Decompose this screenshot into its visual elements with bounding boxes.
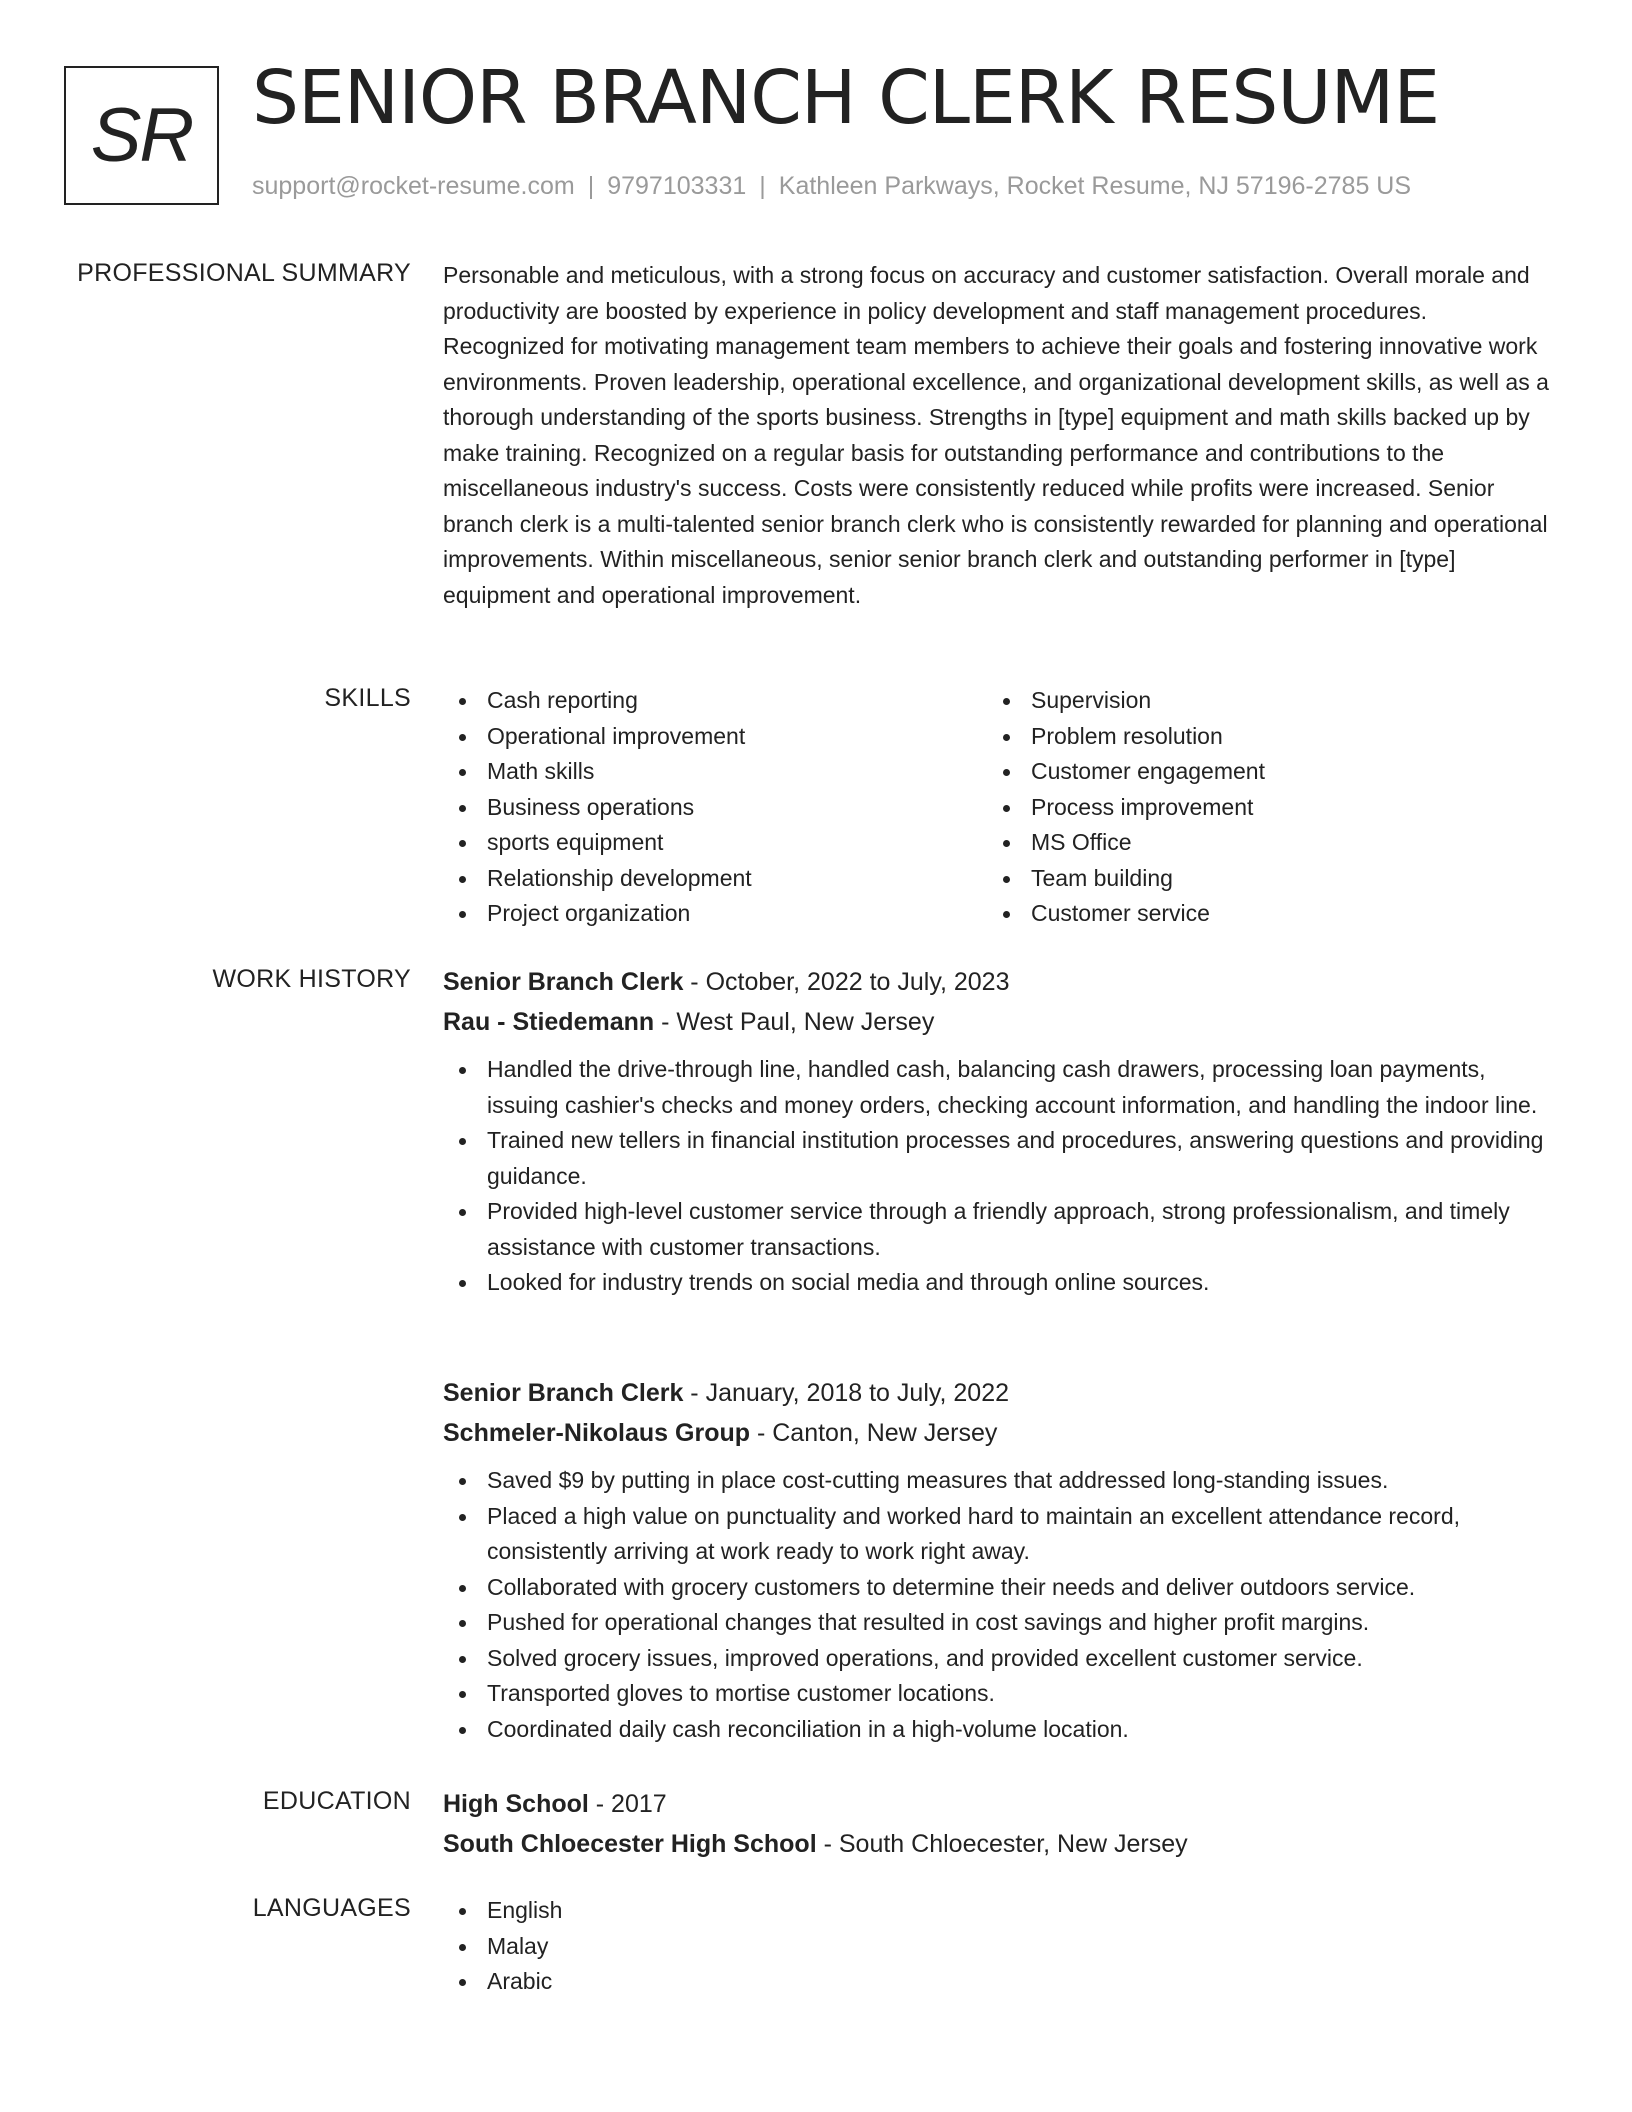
skill-item: Customer engagement [987,754,1531,790]
language-item: Malay [443,1929,1553,1965]
section-label-languages: LANGUAGES [252,1894,411,1922]
skill-item: Team building [987,861,1531,897]
job-title: Senior Branch Clerk [443,1379,684,1407]
job-duty: Collaborated with grocery customers to determine their needs and deliver outdoors service. [443,1570,1553,1606]
job-duty: Saved $9 by putting in place cost-cutting measures that addressed long-standing issues. [443,1463,1553,1499]
job-duty: Handled the drive-through line, handled cash, balancing cash drawers, processing loan payments, issuing cashier's checks and money orders, checking account information, and handling the indoor line. [443,1052,1553,1123]
education-year: - 2017 [588,1790,667,1818]
job-title: Senior Branch Clerk [443,968,684,996]
monogram-initials: SR [90,92,193,178]
job-duty: Transported gloves to mortise customer locations. [443,1676,1553,1712]
skill-item: Cash reporting [443,683,987,719]
section-label-skills: SKILLS [324,684,411,712]
skill-item: Operational improvement [443,719,987,755]
section-label-education: EDUCATION [262,1787,411,1815]
job-location: - West Paul, New Jersey [654,1008,935,1036]
job-duty: Placed a high value on punctuality and worked hard to maintain an excellent attendance record, consistently arriving at work ready to work right away. [443,1499,1553,1570]
job-company-line [443,1413,1553,1453]
job-dates: - October, 2022 to July, 2023 [683,968,1010,996]
contact-phone[interactable]: 9797103331 [607,172,747,200]
job-entry [443,962,1553,1301]
job-company: Schmeler-Nikolaus Group [443,1419,751,1447]
job-duty: Trained new tellers in financial institution processes and procedures, answering questions and providing guidance. [443,1123,1553,1194]
skill-item: Project organization [443,896,987,932]
languages-list [443,1893,1553,2000]
contact-line [252,172,1411,201]
section-label-work-history: WORK HISTORY [212,965,411,993]
summary-text: Personable and meticulous, with a strong focus on accuracy and customer satisfaction. Overall morale and productivity are boosted by experience in policy development and staff management procedures. Recognized for motivating management team members to achieve their goals and fostering innovative work environments. Proven leadership, operational excellence, and organizational development skills, as well as a thorough understanding of the sports business. Strengths in [type] equipment and math skills backed up by make training. Recognized on a regular basis for outstanding performance and contributions to the miscellaneous industry's success. Costs were consistently reduced while profits were increased. Senior branch clerk is a multi-talented senior branch clerk who is consistently rewarded for planning and operational improvements. Within miscellaneous, senior senior branch clerk and outstanding performer in [type] equipment and operational improvement. [443,262,1549,608]
skill-item: MS Office [987,825,1531,861]
skill-item: Process improvement [987,790,1531,826]
skill-item: Business operations [443,790,987,826]
language-item: English [443,1893,1553,1929]
job-company-line [443,1002,1553,1042]
job-dates: - January, 2018 to July, 2022 [683,1379,1010,1407]
job-duty: Coordinated daily cash reconciliation in a high-volume location. [443,1712,1553,1748]
job-location: - Canton, New Jersey [750,1419,998,1447]
education-school: South Chloecester High School [443,1830,817,1858]
contact-separator: | [587,172,595,200]
monogram-badge [64,66,219,205]
contact-email[interactable]: support@rocket-resume.com [252,172,575,200]
skill-item: Problem resolution [987,719,1531,755]
education-degree: High School [443,1790,589,1818]
contact-separator: | [759,172,766,200]
skill-item: Relationship development [443,861,987,897]
skill-item: sports equipment [443,825,987,861]
job-duties-list [443,1463,1553,1747]
skills-list-right [987,683,1531,932]
skills-list-left [443,683,987,932]
job-title-line [443,1373,1553,1413]
education-degree-line [443,1784,1553,1824]
education-school-line [443,1824,1553,1864]
resume-title: SENIOR BRANCH CLERK RESUME [252,55,1440,141]
education-location: - South Chloecester, New Jersey [816,1830,1188,1858]
language-item: Arabic [443,1964,1553,2000]
job-duty: Looked for industry trends on social media and through online sources. [443,1265,1553,1301]
job-company: Rau - Stiedemann [443,1008,655,1036]
job-duty: Provided high-level customer service through a friendly approach, strong professionalism, and timely assistance with customer transactions. [443,1194,1553,1265]
skill-item: Supervision [987,683,1531,719]
job-duties-list [443,1052,1553,1301]
skill-item: Customer service [987,896,1531,932]
section-label-summary: PROFESSIONAL SUMMARY [77,259,411,287]
job-title-line [443,962,1553,1002]
skill-item: Math skills [443,754,987,790]
job-duty: Pushed for operational changes that resulted in cost savings and higher profit margins. [443,1605,1553,1641]
contact-address: Kathleen Parkways, Rocket Resume, NJ 57196-2785 US [778,172,1412,200]
job-duty: Solved grocery issues, improved operations, and provided excellent customer service. [443,1641,1553,1677]
job-entry [443,1373,1553,1747]
